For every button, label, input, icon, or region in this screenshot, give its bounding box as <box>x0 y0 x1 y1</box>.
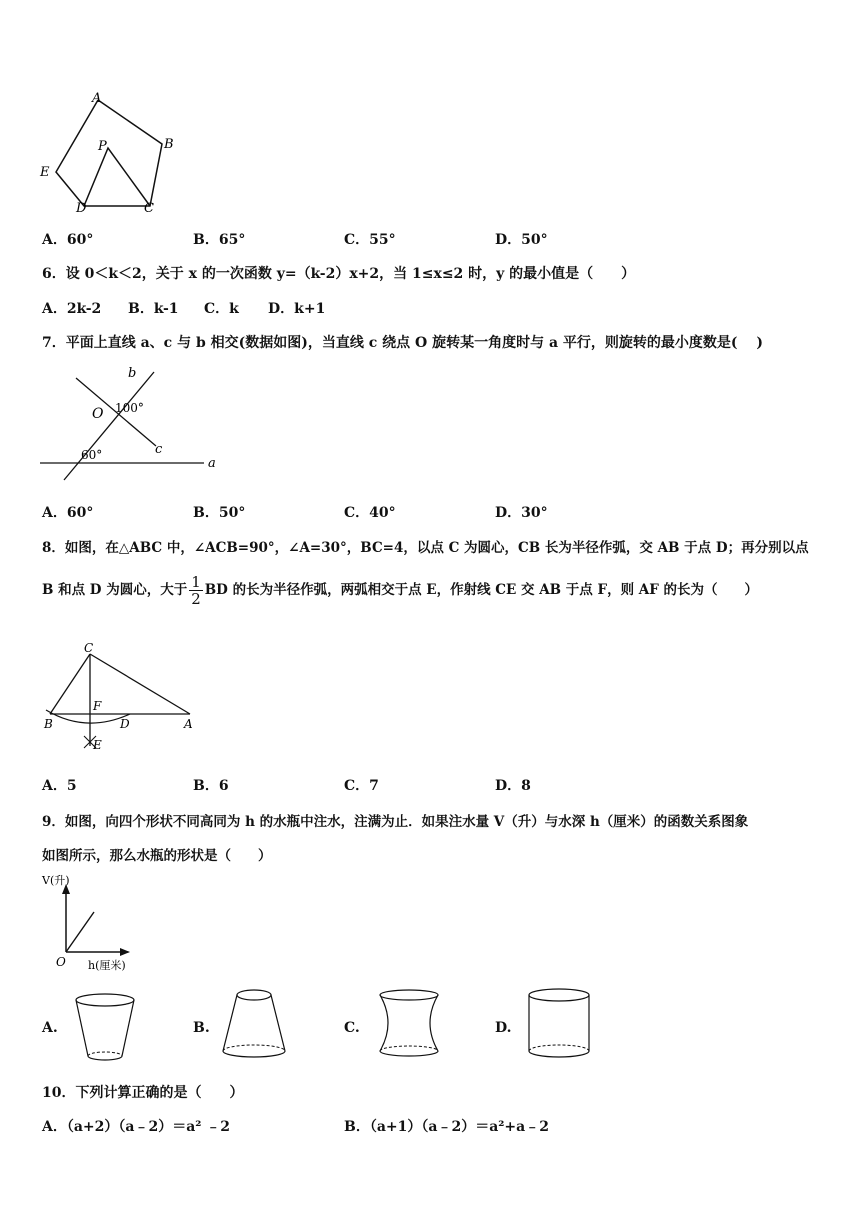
q10-option-b[interactable]: B．（a+1）（a﹣2）＝a²+a﹣2 <box>344 1119 549 1135</box>
pentagon-figure <box>38 88 188 218</box>
label-b: b <box>128 366 137 381</box>
label-E: E <box>40 165 50 180</box>
triangle-figure <box>38 642 208 757</box>
bottle-c-icon[interactable] <box>374 985 444 1065</box>
q8-stem-line2 <box>42 574 758 607</box>
q8-option-c[interactable]: C．7 <box>344 778 379 794</box>
q6-option-b[interactable]: B．k-1 <box>128 301 179 317</box>
q8-option-a[interactable]: A．5 <box>42 778 77 794</box>
q10-option-a[interactable]: A．（a+2）（a﹣2）＝a² ﹣2 <box>42 1119 231 1135</box>
label-D: D <box>76 201 87 216</box>
label-E: E <box>93 738 102 752</box>
label-A: A <box>92 91 102 106</box>
graph-origin: O <box>56 955 66 969</box>
q9-option-b-label[interactable]: B. <box>193 1020 210 1036</box>
q10-stem: 10．下列计算正确的是（ ） <box>42 1085 244 1101</box>
q8-option-d[interactable]: D．8 <box>495 778 531 794</box>
q7-option-d[interactable]: D．30° <box>495 505 548 521</box>
q6-option-a[interactable]: A．2k-2 <box>42 301 102 317</box>
label-angle-60: 60° <box>81 448 103 462</box>
q9-stem-line2: 如图所示，那么水瓶的形状是（ ） <box>42 848 272 864</box>
q5-option-b[interactable]: B．65° <box>193 232 246 248</box>
fraction-denominator: 2 <box>191 590 201 608</box>
q5-option-c[interactable]: C．55° <box>344 232 396 248</box>
q8-option-b[interactable]: B．6 <box>193 778 229 794</box>
label-F: F <box>93 699 102 713</box>
label-P: P <box>98 139 107 154</box>
bottle-b-icon[interactable] <box>218 985 290 1065</box>
q7-option-b[interactable]: B．50° <box>193 505 246 521</box>
label-O: O <box>92 406 104 422</box>
lines-figure <box>38 362 228 482</box>
q9-stem-line1: 9．如图，向四个形状不同高同为 h 的水瓶中注水，注满为止．如果注水量 V（升）与水深 h（厘米）的函数关系图象 <box>42 814 749 830</box>
bottle-d-icon[interactable] <box>524 985 594 1065</box>
q8-line2-post: BD 的长为半径作弧，两弧相交于点 E，作射线 CE 交 AB 于点 F，则 AF 的长为（ ） <box>204 582 759 598</box>
label-a: a <box>208 456 216 471</box>
q6-stem: 6．设 0＜k＜2，关于 x 的一次函数 y=（k-2）x+2，当 1≤x≤2 时，y 的最小值是（ ） <box>42 266 636 282</box>
q7-stem: 7．平面上直线 a、c 与 b 相交(数据如图)，当直线 c 绕点 O 旋转某一角度时与 a 平行，则旋转的最小度数是( ) <box>42 335 764 351</box>
label-A: A <box>184 717 193 731</box>
graph-xlabel: h(厘米) <box>88 959 126 972</box>
label-B: B <box>44 717 53 731</box>
fraction-half <box>189 574 203 607</box>
q8-stem-line1: 8．如图，在△ABC 中，∠ACB=90°，∠A=30°，BC=4，以点 C 为圆心，CB 长为半径作弧，交 AB 于点 D；再分别以点 <box>42 540 809 556</box>
q9-option-a-label[interactable]: A. <box>42 1020 58 1036</box>
volume-depth-graph <box>38 872 148 980</box>
q5-option-a[interactable]: A．60° <box>42 232 94 248</box>
q9-option-c-label[interactable]: C. <box>344 1020 360 1036</box>
graph-ylabel: V(升) <box>42 874 70 887</box>
label-C: C <box>84 641 94 655</box>
bottle-a-icon[interactable] <box>72 990 142 1068</box>
label-B: B <box>164 137 174 152</box>
label-c: c <box>155 442 163 457</box>
label-C: C <box>144 201 154 216</box>
q8-line2-pre: B 和点 D 为圆心，大于 <box>42 582 188 598</box>
fraction-numerator: 1 <box>191 573 201 591</box>
q7-option-a[interactable]: A．60° <box>42 505 94 521</box>
label-angle-100: 100° <box>115 401 144 415</box>
q7-option-c[interactable]: C．40° <box>344 505 396 521</box>
q5-option-d[interactable]: D．50° <box>495 232 548 248</box>
q6-option-d[interactable]: D．k+1 <box>268 301 326 317</box>
q6-option-c[interactable]: C．k <box>204 301 239 317</box>
q9-option-d-label[interactable]: D. <box>495 1020 512 1036</box>
label-D: D <box>120 717 130 731</box>
